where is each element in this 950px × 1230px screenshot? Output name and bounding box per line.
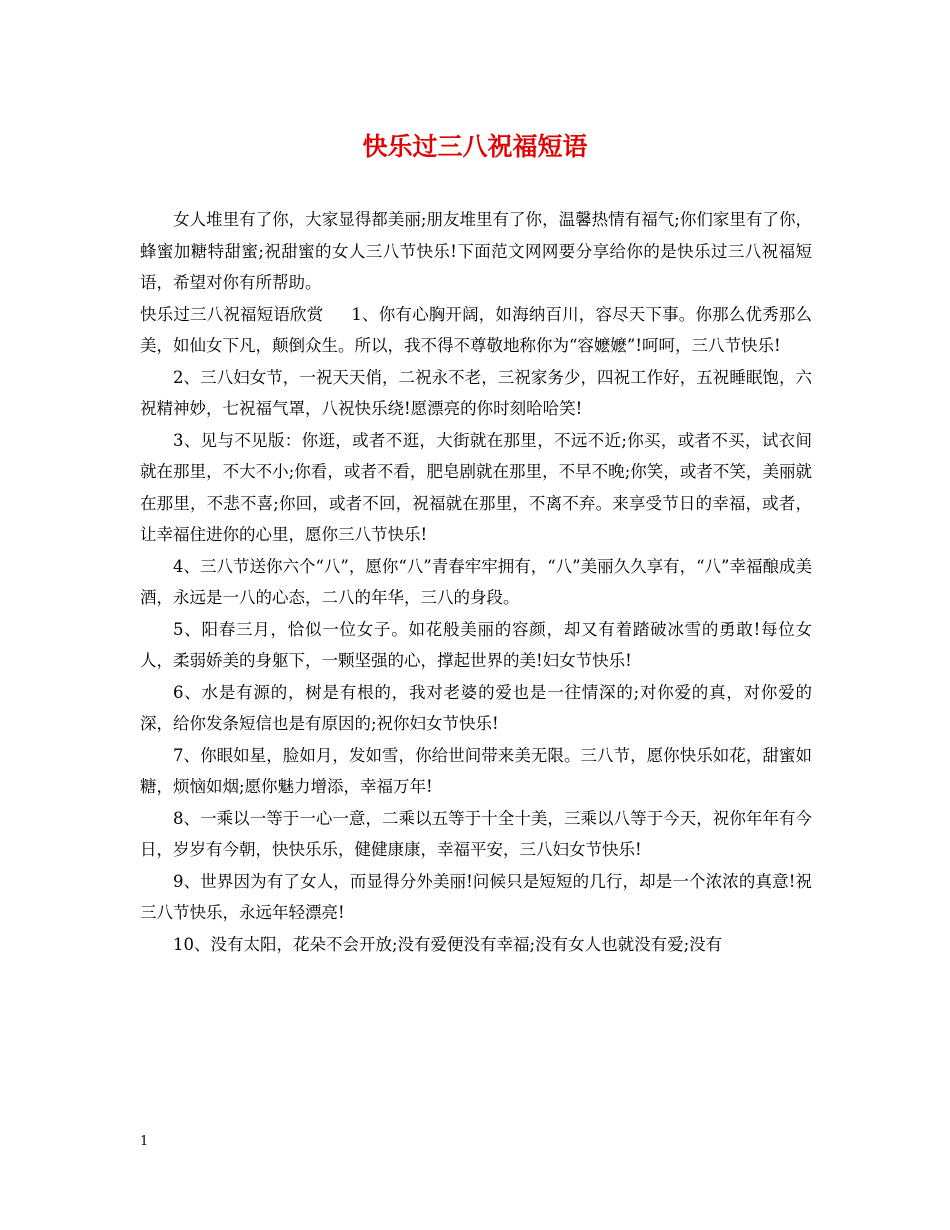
item-1-paragraph	[140, 299, 812, 362]
item-2-paragraph: 2、三八妇女节，一祝天天俏，二祝永不老，三祝家务少，四祝工作好，五祝睡眠饱，六祝精神妙，七祝福气罩，八祝快乐绕!愿漂亮的你时刻哈哈笑!	[140, 367, 812, 418]
item-1-text: 1、你有心胸开阔，如海纳百川，容尽天下事。你那么优秀那么美，如仙女下凡，颠倒众生。所以，我不得不尊敬地称你为“容嬷嬷”!呵呵，三八节快乐!	[140, 304, 813, 355]
item-6-paragraph: 6、水是有源的，树是有根的，我对老婆的爱也是一往情深的;对你爱的真，对你爱的深，给你发条短信也是有原因的;祝你妇女节快乐!	[140, 682, 812, 733]
page-number: 1	[140, 1134, 149, 1149]
item-8-paragraph: 8、一乘以一等于一心一意，二乘以五等于十全十美，三乘以八等于今天，祝你年年有今日，岁岁有今朝，快快乐乐，健健康康，幸福平安，三八妇女节快乐!	[140, 808, 812, 859]
item-4-paragraph: 4、三八节送你六个“八”，愿你“八”青春牢牢拥有，“八”美丽久久享有，“八”幸福酿成美酒，永远是一八的心态，二八的年华，三八的身段。	[140, 556, 812, 607]
item-10-paragraph: 10、没有太阳，花朵不会开放;没有爱便没有幸福;没有女人也就没有爱;没有	[173, 934, 723, 954]
item-7-paragraph: 7、你眼如星，脸如月，发如雪，你给世间带来美无限。三八节，愿你快乐如花，甜蜜如糖，烦恼如烟;愿你魅力增添，幸福万年!	[140, 745, 812, 796]
section-heading: 快乐过三八祝福短语欣赏	[140, 304, 324, 324]
item-9-paragraph: 9、世界因为有了女人，而显得分外美丽!问候只是短短的几行，却是一个浓浓的真意!祝三八节快乐，永远年轻漂亮!	[140, 871, 812, 922]
item-5-paragraph: 5、阳春三月，恰似一位女子。如花般美丽的容颜，却又有着踏破冰雪的勇敢!每位女人，柔弱娇美的身躯下，一颗坚强的心，撑起世界的美!妇女节快乐!	[140, 619, 812, 670]
document-body	[140, 204, 812, 960]
item-3-paragraph: 3、见与不见版：你逛，或者不逛，大街就在那里，不远不近;你买，或者不买，试衣间就在那里，不大不小;你看，或者不看，肥皂剧就在那里，不早不晚;你笑，或者不笑，美丽就在那里，不悲不喜;你回，或者不回，祝福就在那里，不离不弃。来享受节日的幸福，或者，让幸福住进你的心里，愿你三八节快乐!	[140, 430, 812, 544]
intro-paragraph: 女人堆里有了你，大家显得都美丽;朋友堆里有了你，温馨热情有福气;你们家里有了你，蜂蜜加糖特甜蜜;祝甜蜜的女人三八节快乐!下面范文网网要分享给你的是快乐过三八祝福短语，希望对你有所帮助。	[140, 210, 812, 292]
document-title: 快乐过三八祝福短语	[362, 132, 588, 161]
